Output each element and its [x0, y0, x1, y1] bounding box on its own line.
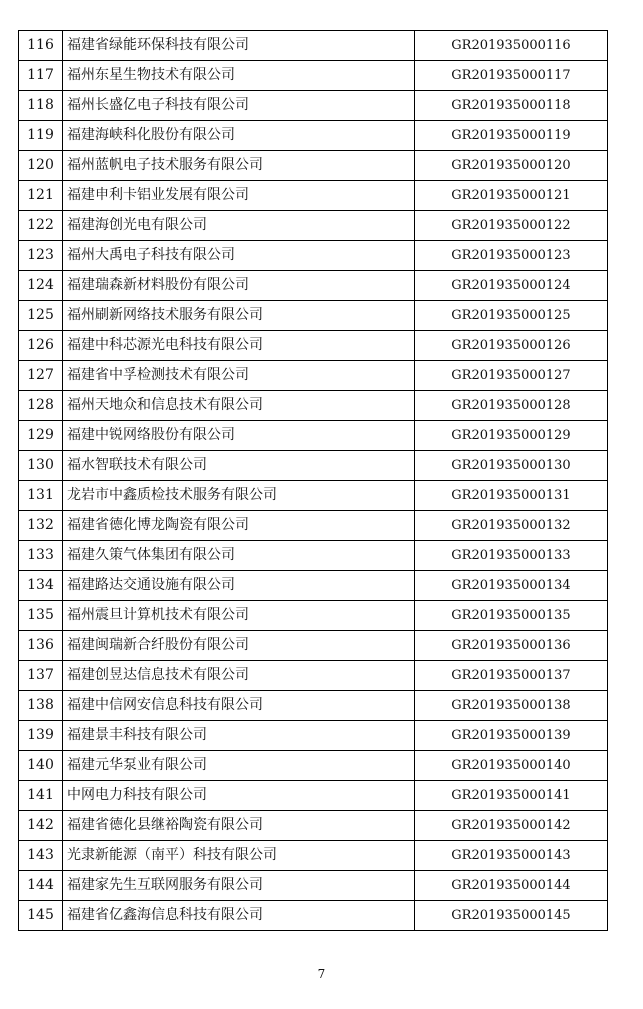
row-number-cell: 127	[19, 361, 63, 391]
certificate-code-cell: GR201935000126	[415, 331, 608, 361]
row-number-cell: 123	[19, 241, 63, 271]
table-row	[19, 781, 608, 811]
certificate-code-cell: GR201935000127	[415, 361, 608, 391]
table-row	[19, 121, 608, 151]
company-name-cell: 福州长盛亿电子科技有限公司	[63, 91, 415, 121]
certificate-code-cell: GR201935000120	[415, 151, 608, 181]
table-row	[19, 691, 608, 721]
company-name-cell: 福州震旦计算机技术有限公司	[63, 601, 415, 631]
company-name-cell: 福建闽瑞新合纤股份有限公司	[63, 631, 415, 661]
row-number-cell: 132	[19, 511, 63, 541]
company-name-cell: 龙岩市中鑫质检技术服务有限公司	[63, 481, 415, 511]
company-name-cell: 福州天地众和信息技术有限公司	[63, 391, 415, 421]
row-number-cell: 120	[19, 151, 63, 181]
certificate-code-cell: GR201935000132	[415, 511, 608, 541]
table-row	[19, 391, 608, 421]
certificate-table	[18, 30, 608, 931]
table-row	[19, 841, 608, 871]
table-row	[19, 421, 608, 451]
certificate-table-container	[18, 30, 608, 931]
certificate-code-cell: GR201935000140	[415, 751, 608, 781]
table-row	[19, 511, 608, 541]
table-row	[19, 811, 608, 841]
table-row	[19, 91, 608, 121]
table-row	[19, 871, 608, 901]
certificate-code-cell: GR201935000118	[415, 91, 608, 121]
company-name-cell: 福建路达交通设施有限公司	[63, 571, 415, 601]
row-number-cell: 143	[19, 841, 63, 871]
company-name-cell: 福建中锐网络股份有限公司	[63, 421, 415, 451]
table-row	[19, 721, 608, 751]
row-number-cell: 137	[19, 661, 63, 691]
certificate-code-cell: GR201935000123	[415, 241, 608, 271]
table-row	[19, 451, 608, 481]
row-number-cell: 135	[19, 601, 63, 631]
company-name-cell: 福建景丰科技有限公司	[63, 721, 415, 751]
table-row	[19, 901, 608, 931]
company-name-cell: 福建创昱达信息技术有限公司	[63, 661, 415, 691]
row-number-cell: 145	[19, 901, 63, 931]
table-row	[19, 181, 608, 211]
certificate-code-cell: GR201935000137	[415, 661, 608, 691]
table-row	[19, 481, 608, 511]
table-row	[19, 571, 608, 601]
row-number-cell: 119	[19, 121, 63, 151]
certificate-code-cell: GR201935000136	[415, 631, 608, 661]
table-row	[19, 271, 608, 301]
table-row	[19, 361, 608, 391]
company-name-cell: 福建家先生互联网服务有限公司	[63, 871, 415, 901]
table-row	[19, 541, 608, 571]
row-number-cell: 133	[19, 541, 63, 571]
table-row	[19, 301, 608, 331]
certificate-code-cell: GR201935000133	[415, 541, 608, 571]
table-row	[19, 211, 608, 241]
certificate-code-cell: GR201935000128	[415, 391, 608, 421]
company-name-cell: 福建海创光电有限公司	[63, 211, 415, 241]
row-number-cell: 129	[19, 421, 63, 451]
company-name-cell: 福建省中孚检测技术有限公司	[63, 361, 415, 391]
row-number-cell: 140	[19, 751, 63, 781]
company-name-cell: 福建久策气体集团有限公司	[63, 541, 415, 571]
company-name-cell: 福建瑞森新材料股份有限公司	[63, 271, 415, 301]
company-name-cell: 福州刷新网络技术服务有限公司	[63, 301, 415, 331]
certificate-code-cell: GR201935000134	[415, 571, 608, 601]
certificate-code-cell: GR201935000122	[415, 211, 608, 241]
certificate-code-cell: GR201935000139	[415, 721, 608, 751]
certificate-code-cell: GR201935000124	[415, 271, 608, 301]
company-name-cell: 福州蓝帆电子技术服务有限公司	[63, 151, 415, 181]
row-number-cell: 122	[19, 211, 63, 241]
page-number: 7	[317, 967, 326, 981]
row-number-cell: 130	[19, 451, 63, 481]
row-number-cell: 125	[19, 301, 63, 331]
certificate-code-cell: GR201935000116	[415, 31, 608, 61]
certificate-code-cell: GR201935000117	[415, 61, 608, 91]
company-name-cell: 福建海峡科化股份有限公司	[63, 121, 415, 151]
row-number-cell: 138	[19, 691, 63, 721]
company-name-cell: 福建省德化博龙陶瓷有限公司	[63, 511, 415, 541]
table-row	[19, 751, 608, 781]
row-number-cell: 121	[19, 181, 63, 211]
certificate-code-cell: GR201935000129	[415, 421, 608, 451]
table-row	[19, 31, 608, 61]
row-number-cell: 136	[19, 631, 63, 661]
table-body	[19, 31, 608, 931]
table-row	[19, 241, 608, 271]
company-name-cell: 福建元华泵业有限公司	[63, 751, 415, 781]
row-number-cell: 141	[19, 781, 63, 811]
row-number-cell: 116	[19, 31, 63, 61]
row-number-cell: 139	[19, 721, 63, 751]
row-number-cell: 142	[19, 811, 63, 841]
row-number-cell: 134	[19, 571, 63, 601]
company-name-cell: 福建省亿鑫海信息科技有限公司	[63, 901, 415, 931]
table-row	[19, 601, 608, 631]
table-row	[19, 631, 608, 661]
table-row	[19, 61, 608, 91]
row-number-cell: 131	[19, 481, 63, 511]
row-number-cell: 128	[19, 391, 63, 421]
company-name-cell: 光隶新能源（南平）科技有限公司	[63, 841, 415, 871]
company-name-cell: 福州大禹电子科技有限公司	[63, 241, 415, 271]
company-name-cell: 福建中信网安信息科技有限公司	[63, 691, 415, 721]
company-name-cell: 福州东星生物技术有限公司	[63, 61, 415, 91]
certificate-code-cell: GR201935000145	[415, 901, 608, 931]
row-number-cell: 117	[19, 61, 63, 91]
certificate-code-cell: GR201935000138	[415, 691, 608, 721]
row-number-cell: 144	[19, 871, 63, 901]
certificate-code-cell: GR201935000119	[415, 121, 608, 151]
row-number-cell: 126	[19, 331, 63, 361]
row-number-cell: 124	[19, 271, 63, 301]
certificate-code-cell: GR201935000130	[415, 451, 608, 481]
certificate-code-cell: GR201935000141	[415, 781, 608, 811]
certificate-code-cell: GR201935000121	[415, 181, 608, 211]
certificate-code-cell: GR201935000131	[415, 481, 608, 511]
company-name-cell: 中网电力科技有限公司	[63, 781, 415, 811]
certificate-code-cell: GR201935000143	[415, 841, 608, 871]
company-name-cell: 福建省德化县继裕陶瓷有限公司	[63, 811, 415, 841]
company-name-cell: 福水智联技术有限公司	[63, 451, 415, 481]
certificate-code-cell: GR201935000125	[415, 301, 608, 331]
table-row	[19, 331, 608, 361]
row-number-cell: 118	[19, 91, 63, 121]
certificate-code-cell: GR201935000144	[415, 871, 608, 901]
company-name-cell: 福建中科芯源光电科技有限公司	[63, 331, 415, 361]
table-row	[19, 661, 608, 691]
company-name-cell: 福建省绿能环保科技有限公司	[63, 31, 415, 61]
company-name-cell: 福建申利卡铝业发展有限公司	[63, 181, 415, 211]
table-row	[19, 151, 608, 181]
certificate-code-cell: GR201935000135	[415, 601, 608, 631]
certificate-code-cell: GR201935000142	[415, 811, 608, 841]
